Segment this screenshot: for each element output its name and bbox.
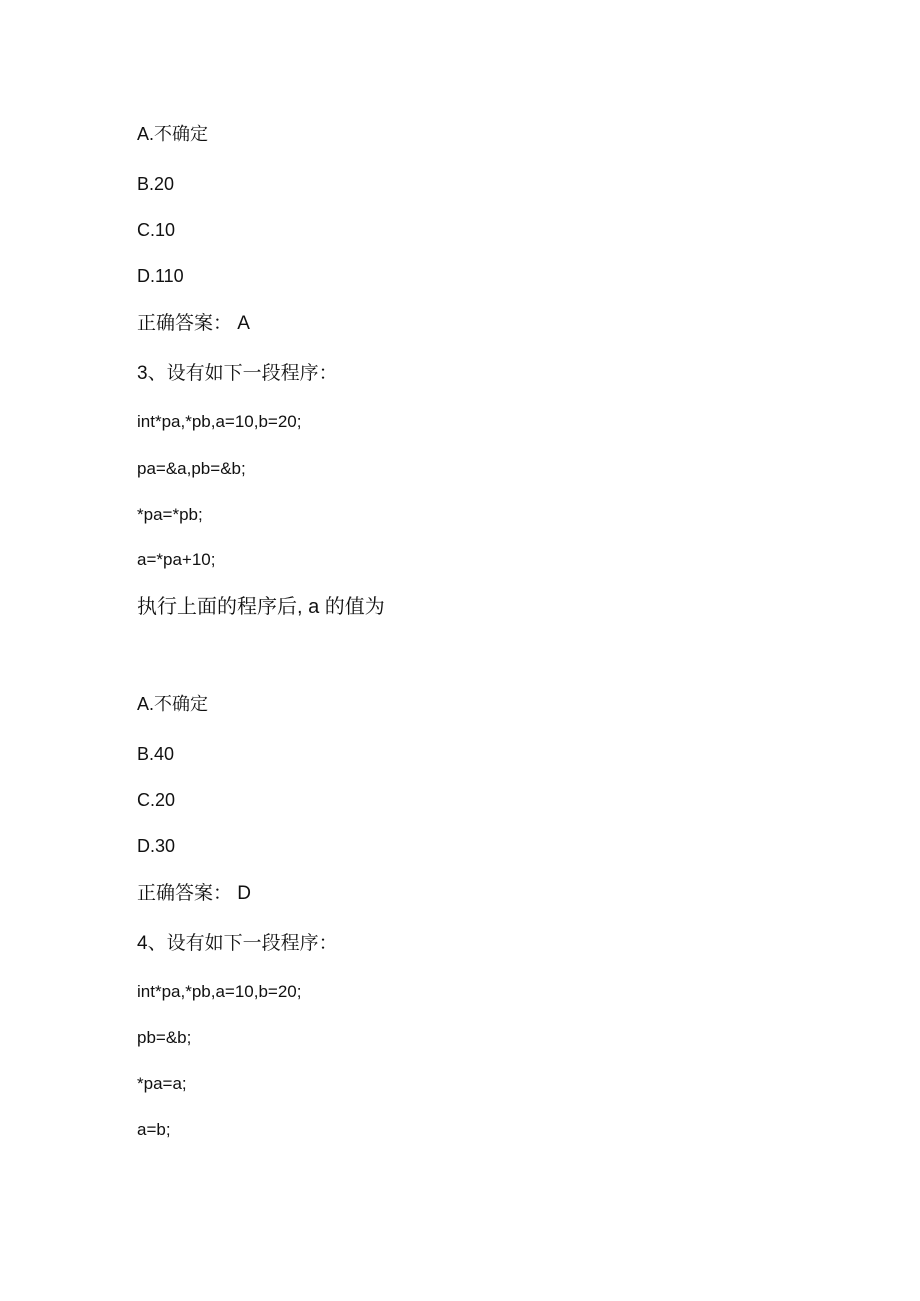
q3-option-c: C.20 [137, 790, 176, 810]
q3-question-text: 执行上面的程序后, a 的值为 [137, 596, 385, 618]
q3-option-a: A.不确定 [137, 694, 209, 714]
q4-code-line-2: pb=&b; [137, 1028, 192, 1047]
q3-option-d: D.30 [137, 836, 176, 856]
q4-code-line-4: a=b; [137, 1120, 171, 1139]
q3-code-line-1: int*pa,*pb,a=10,b=20; [137, 412, 302, 431]
q4-code-line-1: int*pa,*pb,a=10,b=20; [137, 982, 302, 1001]
q3-code-line-2: pa=&a,pb=&b; [137, 459, 246, 478]
q3-option-b: B.40 [137, 744, 175, 764]
q2-option-d: D.110 [137, 266, 184, 286]
q2-correct-answer: 正确答案： A [137, 313, 250, 334]
q4-heading: 4、设有如下一段程序： [137, 933, 338, 954]
q3-code-line-3: *pa=*pb; [137, 505, 203, 524]
q2-option-a: A.不确定 [137, 124, 209, 144]
q3-correct-answer: 正确答案： D [137, 883, 252, 904]
q4-code-line-3: *pa=a; [137, 1074, 187, 1093]
q2-option-c: C.10 [137, 220, 176, 240]
q3-code-line-4: a=*pa+10; [137, 550, 216, 569]
q2-option-b: B.20 [137, 174, 175, 194]
q3-heading: 3、设有如下一段程序： [137, 363, 338, 384]
